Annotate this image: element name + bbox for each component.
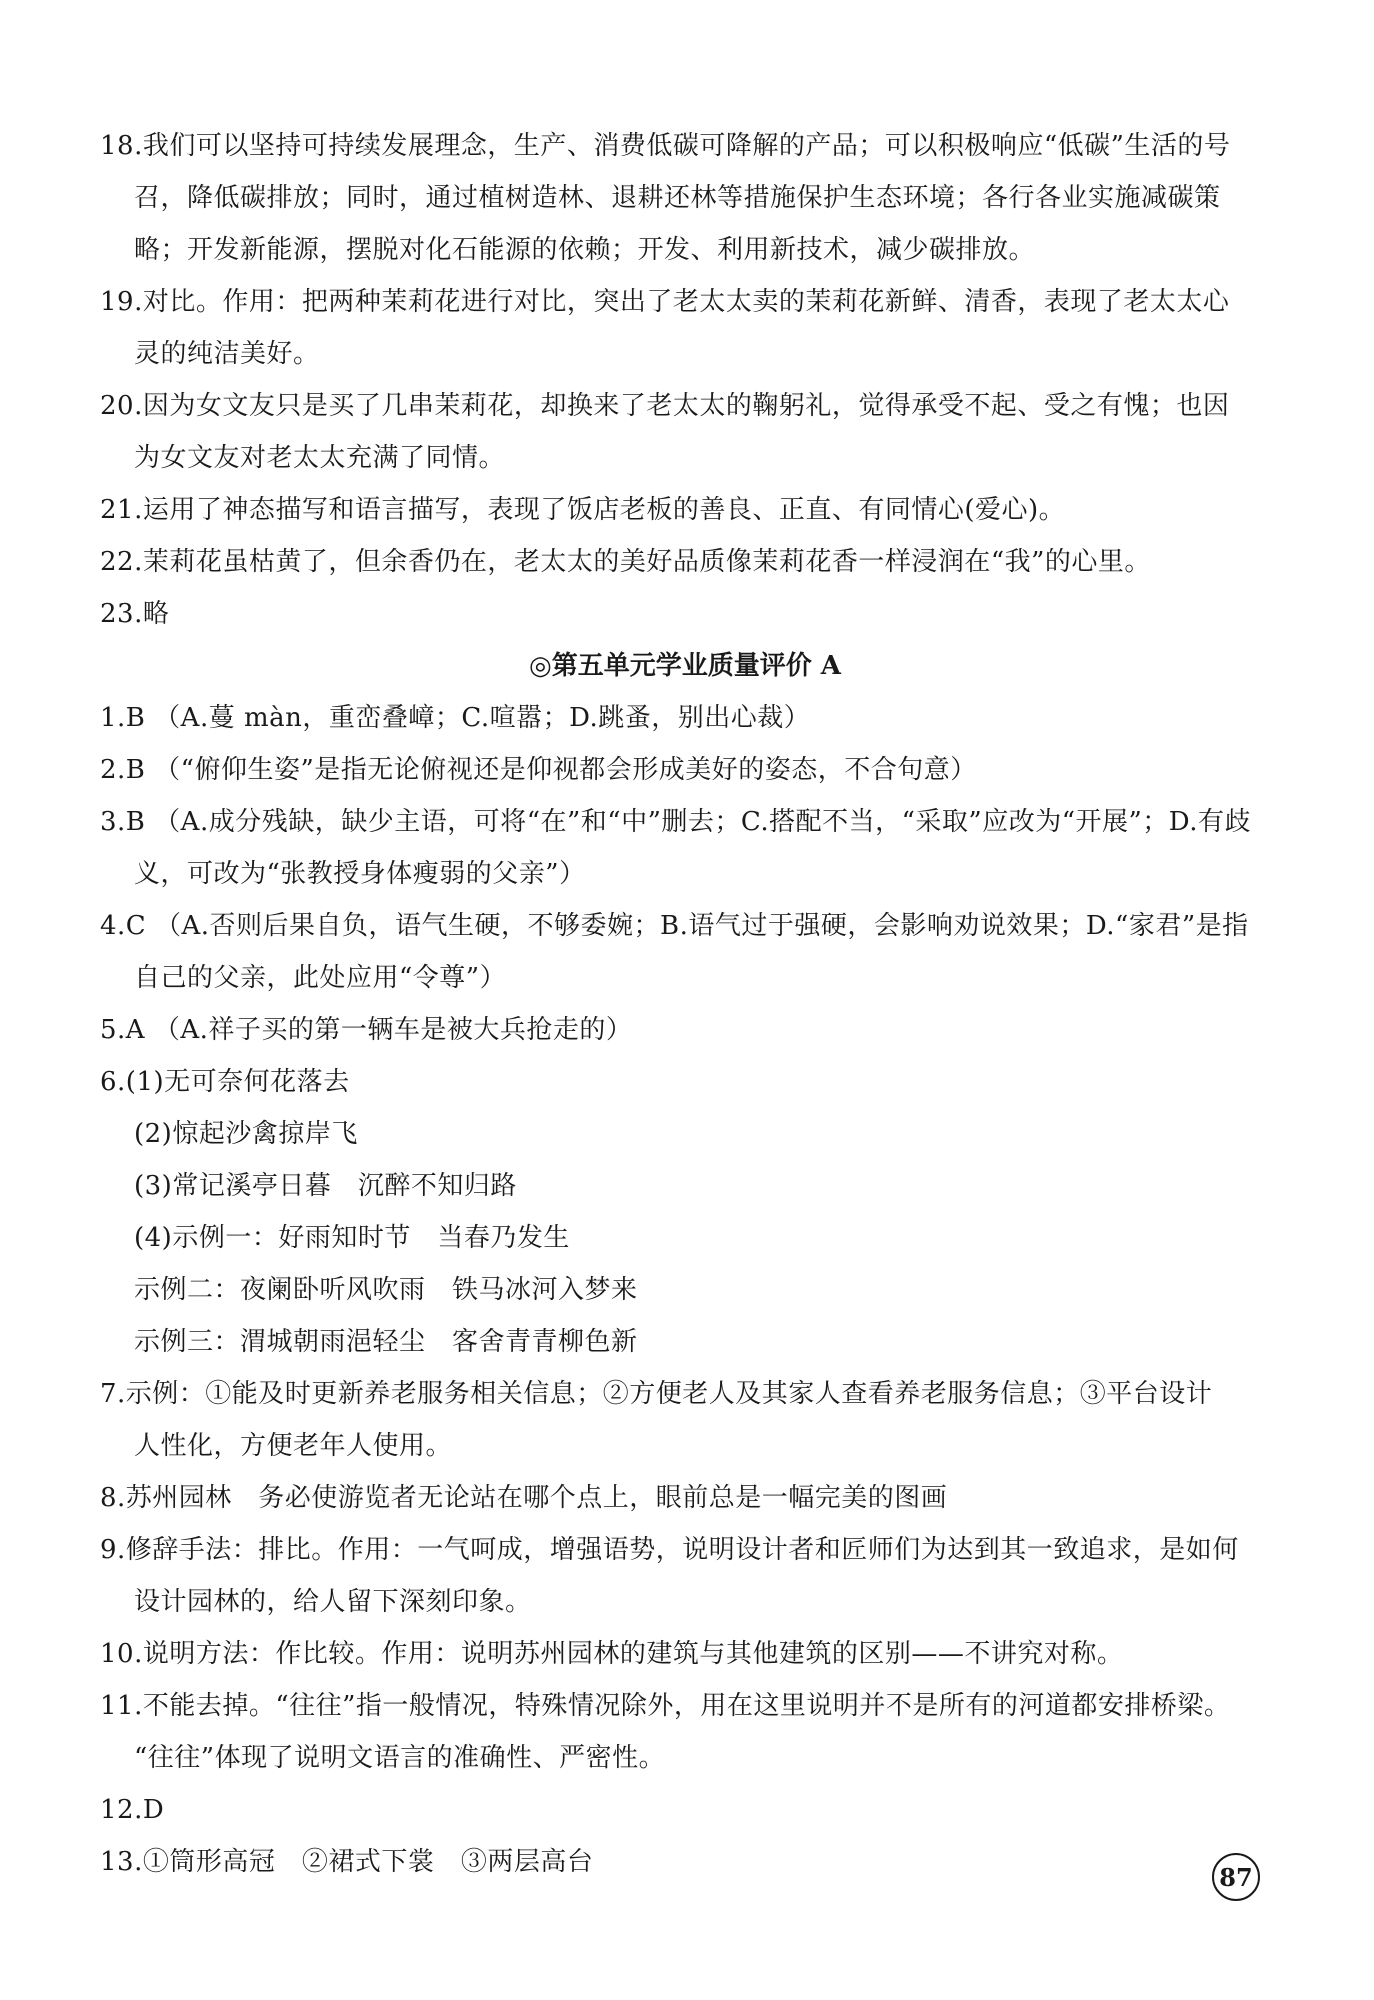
answer-11-line-1: 11.不能去掉。“往往”指一般情况，特殊情况除外，用在这里说明并不是所有的河道都安排桥梁。 (100, 1691, 1231, 1721)
answer-19-line-1: 19.对比。作用：把两种茉莉花进行对比，突出了老太太卖的茉莉花新鲜、清香，表现了老太太心 (100, 287, 1230, 317)
answer-10: 10.说明方法：作比较。作用：说明苏州园林的建筑与其他建筑的区别——不讲究对称。 (100, 1639, 1124, 1669)
answer-20-line-1: 20.因为女文友只是买了几串茉莉花，却换来了老太太的鞠躬礼，觉得承受不起、受之有愧；也因 (100, 391, 1230, 421)
answer-9-line-1: 9.修辞手法：排比。作用：一气呵成，增强语势，说明设计者和匠师们为达到其一致追求，是如何 (100, 1535, 1239, 1565)
answer-1: 1.B （A.蔓 màn，重峦叠嶂；C.喧嚣；D.跳蚤，别出心裁） (100, 703, 811, 733)
answer-7-line-2: 人性化，方便老年人使用。 (134, 1431, 453, 1461)
answer-13: 13.①筒形高冠 ②裙式下裳 ③两层高台 (100, 1847, 594, 1877)
answer-6-example-3: 示例三：渭城朝雨浥轻尘 客舍青青柳色新 (134, 1327, 638, 1357)
answer-22: 22.茉莉花虽枯黄了，但余香仍在，老太太的美好品质像茉莉花香一样浸润在“我”的心里。 (100, 547, 1151, 577)
answer-5: 5.A （A.祥子买的第一辆车是被大兵抢走的） (100, 1015, 633, 1045)
answer-6-example-2: 示例二：夜阑卧听风吹雨 铁马冰河入梦来 (134, 1275, 638, 1305)
answer-4-line-2: 自己的父亲，此处应用“令尊”） (134, 963, 507, 993)
answer-8: 8.苏州园林 务必使游览者无论站在哪个点上，眼前总是一幅完美的图画 (100, 1483, 948, 1513)
answer-content (100, 120, 1270, 1888)
answer-11-line-2: “往往”体现了说明文语言的准确性、严密性。 (134, 1743, 666, 1773)
page-number-badge (1212, 1853, 1260, 1901)
answer-3-line-1: 3.B （A.成分残缺，缺少主语，可将“在”和“中”删去；C.搭配不当，“采取”应改为“开展”；D.有歧 (100, 807, 1251, 837)
answer-2: 2.B （“俯仰生姿”是指无论俯视还是仰视都会形成美好的姿态，不合句意） (100, 755, 977, 785)
answer-21: 21.运用了神态描写和语言描写，表现了饭店老板的善良、正直、有同情心(爱心)。 (100, 495, 1066, 525)
answer-6-part-2: (2)惊起沙禽掠岸飞 (134, 1119, 358, 1149)
answer-12: 12.D (100, 1795, 165, 1825)
answer-20-line-2: 为女文友对老太太充满了同情。 (134, 443, 506, 473)
answer-6-part-4: (4)示例一：好雨知时节 当春乃发生 (134, 1223, 570, 1253)
answer-18-line-3: 略；开发新能源，摆脱对化石能源的依赖；开发、利用新技术，减少碳排放。 (134, 235, 1036, 265)
answer-18-line-2: 召，降低碳排放；同时，通过植树造林、退耕还林等措施保护生态环境；各行各业实施减碳策 (134, 183, 1221, 213)
answer-7-line-1: 7.示例：①能及时更新养老服务相关信息；②方便老人及其家人查看养老服务信息；③平台设计 (100, 1379, 1213, 1409)
page-number: 87 (1219, 1862, 1253, 1892)
answer-4-line-1: 4.C （A.否则后果自负，语气生硬，不够委婉；B.语气过于强硬，会影响劝说效果；D.“家君”是指 (100, 911, 1249, 941)
section-heading: ◎第五单元学业质量评价 A (529, 651, 841, 681)
answer-18-line-1: 18.我们可以坚持可持续发展理念，生产、消费低碳可降解的产品；可以积极响应“低碳”生活的号 (100, 131, 1231, 161)
answer-3-line-2: 义，可改为“张教授身体瘦弱的父亲”） (134, 859, 586, 889)
answer-9-line-2: 设计园林的，给人留下深刻印象。 (134, 1587, 532, 1617)
answer-6-part-1: 6.(1)无可奈何花落去 (100, 1067, 350, 1097)
answer-6-part-3: (3)常记溪亭日暮 沉醉不知归路 (134, 1171, 517, 1201)
answer-19-line-2: 灵的纯洁美好。 (134, 339, 320, 369)
answer-23: 23.略 (100, 599, 170, 629)
